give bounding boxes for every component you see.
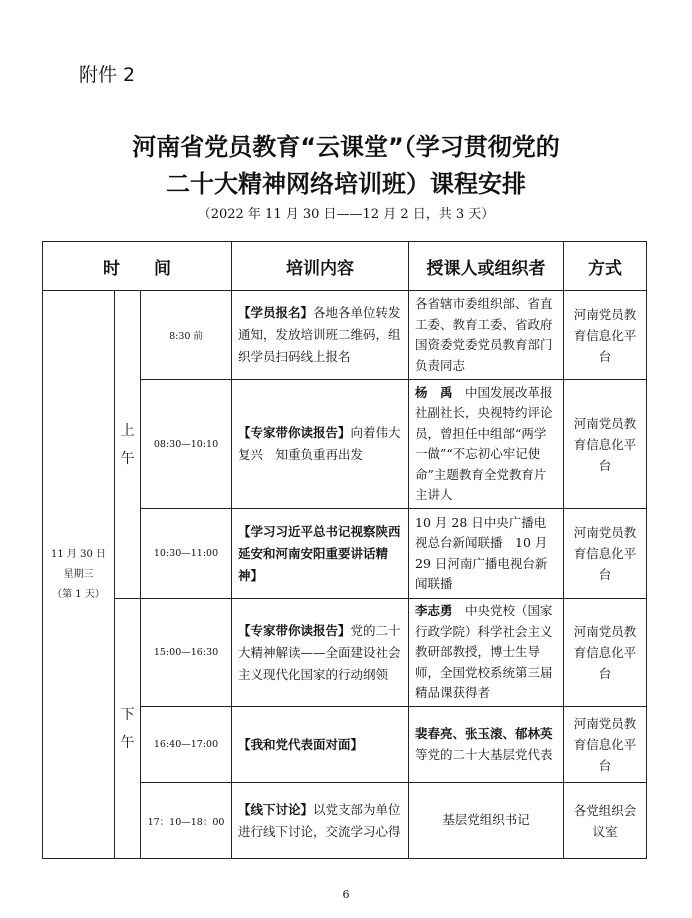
teacher-text: 等党的二十大基层党代表 <box>415 746 553 762</box>
method-cell: 各党组织会议室 <box>564 783 647 859</box>
teacher-text: 各省辖市委组织部、省直工委、教育工委、省政府国资委党委党员教育部门负责同志 <box>415 296 553 373</box>
method-cell: 河南党员教育信息化平台 <box>564 380 647 509</box>
method-cell: 河南党员教育信息化平台 <box>564 291 647 380</box>
weekday: 星期三 <box>63 568 94 580</box>
table-row <box>43 599 647 707</box>
morning-char-1: 上 <box>120 422 135 439</box>
teacher-text: 中央党校（国家行政学院）科学社会主义教研部教授，博士生导师，全国党校系统第三届精品课获得者 <box>415 603 553 701</box>
teacher-cell <box>409 707 564 783</box>
content-tag: 【我和党代表面对面】 <box>238 736 364 752</box>
content-tag: 【专家带你读报告】 <box>238 425 351 440</box>
page-number: 6 <box>342 888 350 901</box>
time-cell: 16:40—17:00 <box>141 707 232 783</box>
teacher-cell <box>409 599 564 707</box>
content-text: 以党支部为单位进行线下讨论，交流学习心得 <box>238 801 401 839</box>
content-cell <box>232 783 409 859</box>
header-row <box>43 242 647 291</box>
teacher-text: 中国发展改革报社副社长，央视特约评论员，曾担任中组部“两学一做”“不忘初心牢记使命”主题教育全党教育片主讲人 <box>415 384 553 502</box>
teacher-cell <box>409 509 564 599</box>
day-number: （第 1 天） <box>52 588 105 600</box>
schedule-table <box>42 241 647 859</box>
header-time: 时 间 <box>43 242 232 291</box>
title-line-1: 河南省党员教育“云课堂”（学习贯彻党的 <box>132 133 560 161</box>
teacher-cell <box>409 380 564 509</box>
title-line-2: 二十大精神网络培训班）课程安排 <box>166 170 526 198</box>
date-cell <box>43 291 115 859</box>
content-tag: 【学员报名】 <box>238 305 314 320</box>
method-cell: 河南党员教育信息化平台 <box>564 599 647 707</box>
teacher-text: 基层党组织书记 <box>442 812 530 828</box>
attachment-label: 附件 2 <box>79 64 136 86</box>
header-method: 方式 <box>564 242 647 291</box>
content-tag: 【学习习近平总书记视察陕西延安和河南安阳重要讲话精神】 <box>238 523 401 583</box>
date-range-subtitle: （2022 年 11 月 30 日——12 月 2 日，共 3 天） <box>197 207 495 222</box>
content-tag: 【线下讨论】 <box>238 801 314 817</box>
time-cell: 08:30—10:10 <box>141 380 232 509</box>
content-tag: 【专家带你读报告】 <box>238 622 351 638</box>
teacher-name: 裴春亮、张玉滚、郁林英 <box>415 726 553 741</box>
method-cell: 河南党员教育信息化平台 <box>564 509 647 599</box>
content-cell <box>232 380 409 509</box>
content-text: 各地各单位转发通知，发放培训班二维码，组织学员扫码线上报名 <box>238 305 401 364</box>
teacher-text: 10 月 28 日中央广播电视总台新闻联播 10 月 29 日河南广播电视台新闻联播 <box>415 514 548 591</box>
header-content: 培训内容 <box>232 242 409 291</box>
content-cell <box>232 599 409 707</box>
content-cell <box>232 291 409 380</box>
afternoon-char-1: 下 <box>120 706 135 723</box>
content-text: 向着伟大复兴 知重负重再出发 <box>238 425 401 462</box>
table-row <box>43 291 647 380</box>
time-cell: 17：10—18：00 <box>141 783 232 859</box>
teacher-name: 李志勇 <box>415 603 453 619</box>
teacher-cell <box>409 291 564 380</box>
teacher-cell <box>409 783 564 859</box>
header-teacher: 授课人或组织者 <box>409 242 564 291</box>
afternoon-cell <box>115 599 141 859</box>
content-text: 党的二十大精神解读——全面建设社会主义现代化国家的行动纲领 <box>238 622 401 682</box>
morning-char-2: 午 <box>120 450 135 467</box>
content-cell <box>232 509 409 599</box>
morning-cell <box>115 291 141 599</box>
time-cell: 15:00—16:30 <box>141 599 232 707</box>
time-cell: 8:30 前 <box>141 291 232 380</box>
time-cell: 10:30—11:00 <box>141 509 232 599</box>
content-cell <box>232 707 409 783</box>
method-cell: 河南党员教育信息化平台 <box>564 707 647 783</box>
date: 11 月 30 日 <box>51 548 106 560</box>
teacher-name: 杨 禹 <box>415 384 453 400</box>
afternoon-char-2: 午 <box>120 734 135 751</box>
